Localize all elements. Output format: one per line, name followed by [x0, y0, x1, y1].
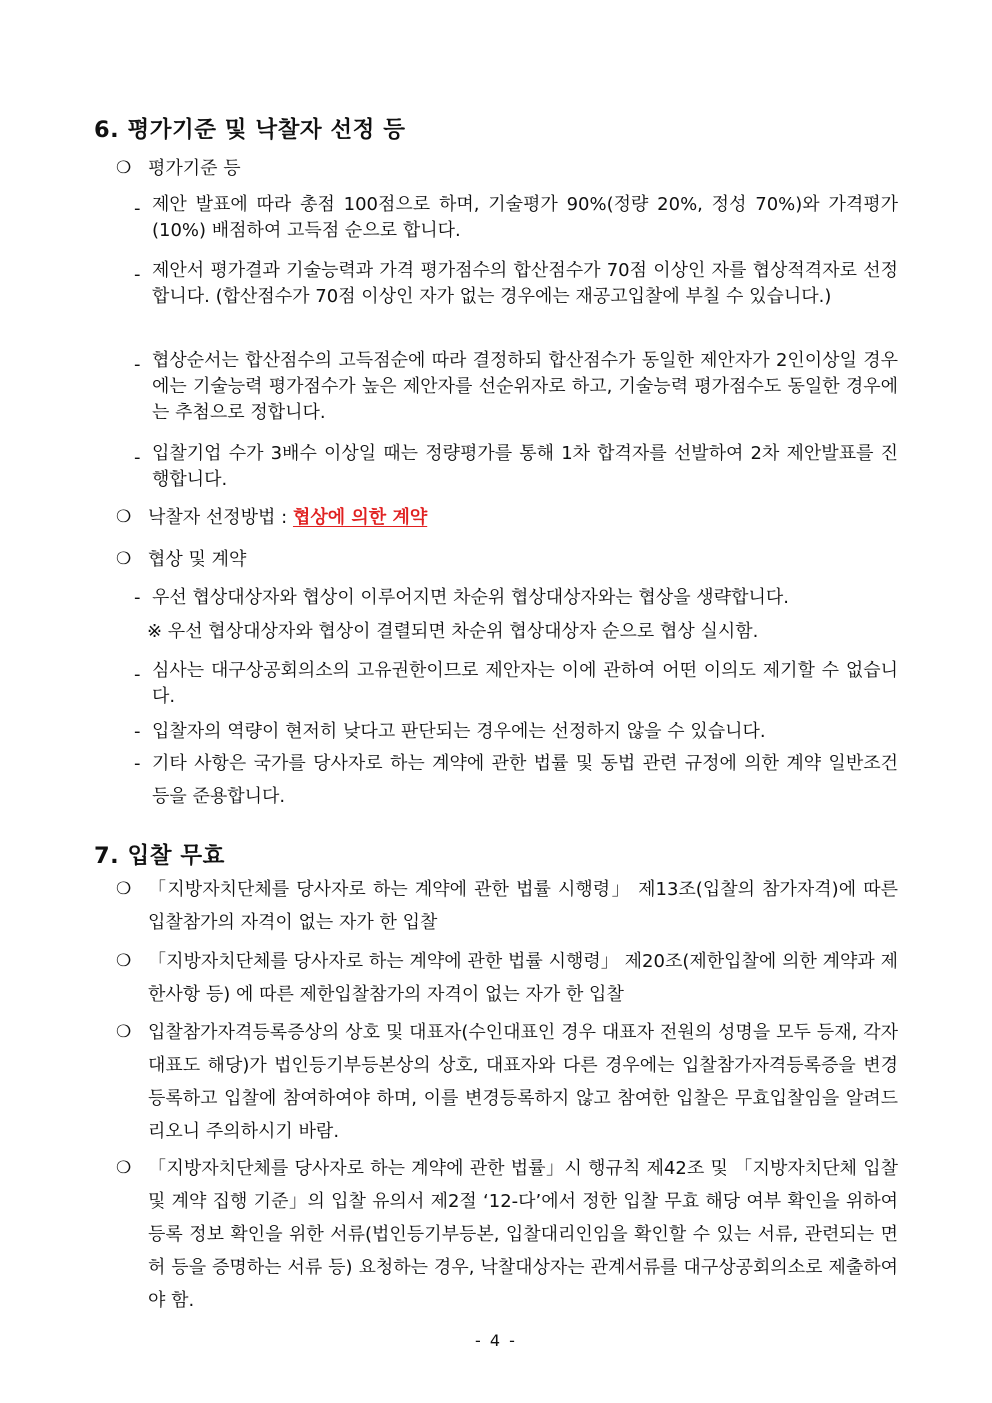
dash-bullet-icon: - [134, 587, 141, 608]
dash-bullet-icon: - [134, 264, 141, 285]
selection-method-label: 낙찰자 선정방법 : [148, 507, 288, 528]
negotiation-heading-row [116, 543, 898, 576]
dash-bullet-icon: - [134, 664, 141, 685]
negotiation-note: ※ 우선 협상대상자와 협상이 결렬되면 차순위 협상대상자 순으로 협상 실시함. [147, 621, 759, 642]
criteria-heading-row [116, 152, 898, 185]
negotiation-item: - 입찰자의 역량이 현저히 낮다고 판단되는 경우에는 선정하지 않을 수 있습니다. [134, 715, 898, 748]
circle-bullet-icon: ❍ [116, 158, 132, 178]
circle-bullet-icon: ❍ [116, 1158, 132, 1178]
circle-bullet-icon: ❍ [116, 507, 132, 527]
dash-bullet-icon: - [134, 447, 141, 468]
criteria-item: - 입찰기업 수가 3배수 이상일 때는 정량평가를 통해 1차 합격자를 선발하여 2차 제안발표를 진행합니다. [134, 443, 898, 490]
dash-bullet-icon: - [134, 721, 141, 742]
circle-bullet-icon: ❍ [116, 951, 132, 971]
criteria-heading: 평가기준 등 [148, 158, 241, 179]
invalid-bid-item: ❍ 「지방자치단체를 당사자로 하는 계약에 관한 법률 시행령」 제13조(입찰의 참가자격)에 따른 입찰참가의 자격이 없는 자가 한 입찰 [116, 873, 898, 939]
circle-bullet-icon: ❍ [116, 879, 132, 899]
criteria-item: - 제안 발표에 따라 총점 100점으로 하며, 기술평가 90%(정량 20%, 정성 70%)와 가격평가(10%) 배점하여 고득점 순으로 합니다. [134, 194, 898, 241]
selection-method-value: 협상에 의한 계약 [292, 507, 428, 528]
invalid-bid-item: ❍ 「지방자치단체를 당사자로 하는 계약에 관한 법률」시 행규칙 제42조 및 「지방자치단체 입찰 및 계약 집행 기준」의 입찰 유의서 제2절 ‘12-다’에서 정한 입찰 무효 해당 여부 확인을 위하여 등록 정보 확인을 위한 서류(법인등기부등본, 입찰대리인임을 확인할 수 있는 서류, 관련되는 면허 등을 증명하는 서류 등) 요청하는 경우, 낙찰대상자는 관계서류를 대구상공회의소로 제출하여야 함. [116, 1152, 898, 1317]
section-6-title: 6. 평가기준 및 낙찰자 선정 등 [94, 117, 406, 143]
negotiation-item: - 우선 협상대상자와 협상이 이루어지면 차순위 협상대상자와는 협상을 생략합니다. [134, 581, 898, 614]
section-7-title: 7. 입찰 무효 [94, 843, 225, 869]
invalid-bid-item: ❍ 입찰참가자격등록증상의 상호 및 대표자(수인대표인 경우 대표자 전원의 성명을 모두 등재, 각자 대표도 해당)가 법인등기부등본상의 상호, 대표자와 다른 경우에는 입찰참가자격등록증을 변경등록하고 입찰에 참여하여야 하며, 이를 변경등록하지 않고 참여한 입찰은 무효입찰임을 알려드리오니 주의하시기 바람. [116, 1016, 898, 1148]
criteria-item: - 제안서 평가결과 기술능력과 가격 평가점수의 합산점수가 70점 이상인 자를 협상적격자로 선정합니다. (합산점수가 70점 이상인 자가 없는 경우에는 재공고입찰에 부칠 수 있습니다.) [134, 260, 898, 307]
invalid-bid-item: ❍ 「지방자치단체를 당사자로 하는 계약에 관한 법률 시행령」 제20조(제한입찰에 의한 계약과 제한사항 등) 에 따른 제한입찰참가의 자격이 없는 자가 한 입찰 [116, 945, 898, 1011]
circle-bullet-icon: ❍ [116, 1022, 132, 1042]
dash-bullet-icon: - [134, 354, 141, 375]
dash-bullet-icon: - [134, 198, 141, 219]
dash-bullet-icon: - [134, 753, 141, 774]
criteria-item: - 협상순서는 합산점수의 고득점순에 따라 결정하되 합산점수가 동일한 제안자가 2인이상일 경우에는 기술능력 평가점수가 높은 제안자를 선순위자로 하고, 기술능력 평가점수도 동일한 경우에는 추첨으로 정합니다. [134, 350, 898, 423]
negotiation-item: - 기타 사항은 국가를 당사자로 하는 계약에 관한 법률 및 동법 관련 규정에 의한 계약 일반조건 등을 준용합니다. [134, 747, 898, 813]
negotiation-item: - 심사는 대구상공회의소의 고유권한이므로 제안자는 이에 관하여 어떤 이의도 제기할 수 없습니다. [134, 660, 898, 707]
negotiation-heading: 협상 및 계약 [148, 549, 247, 570]
circle-bullet-icon: ❍ [116, 549, 132, 569]
page-number: - 4 - [475, 1331, 517, 1350]
selection-method-row [116, 501, 898, 534]
